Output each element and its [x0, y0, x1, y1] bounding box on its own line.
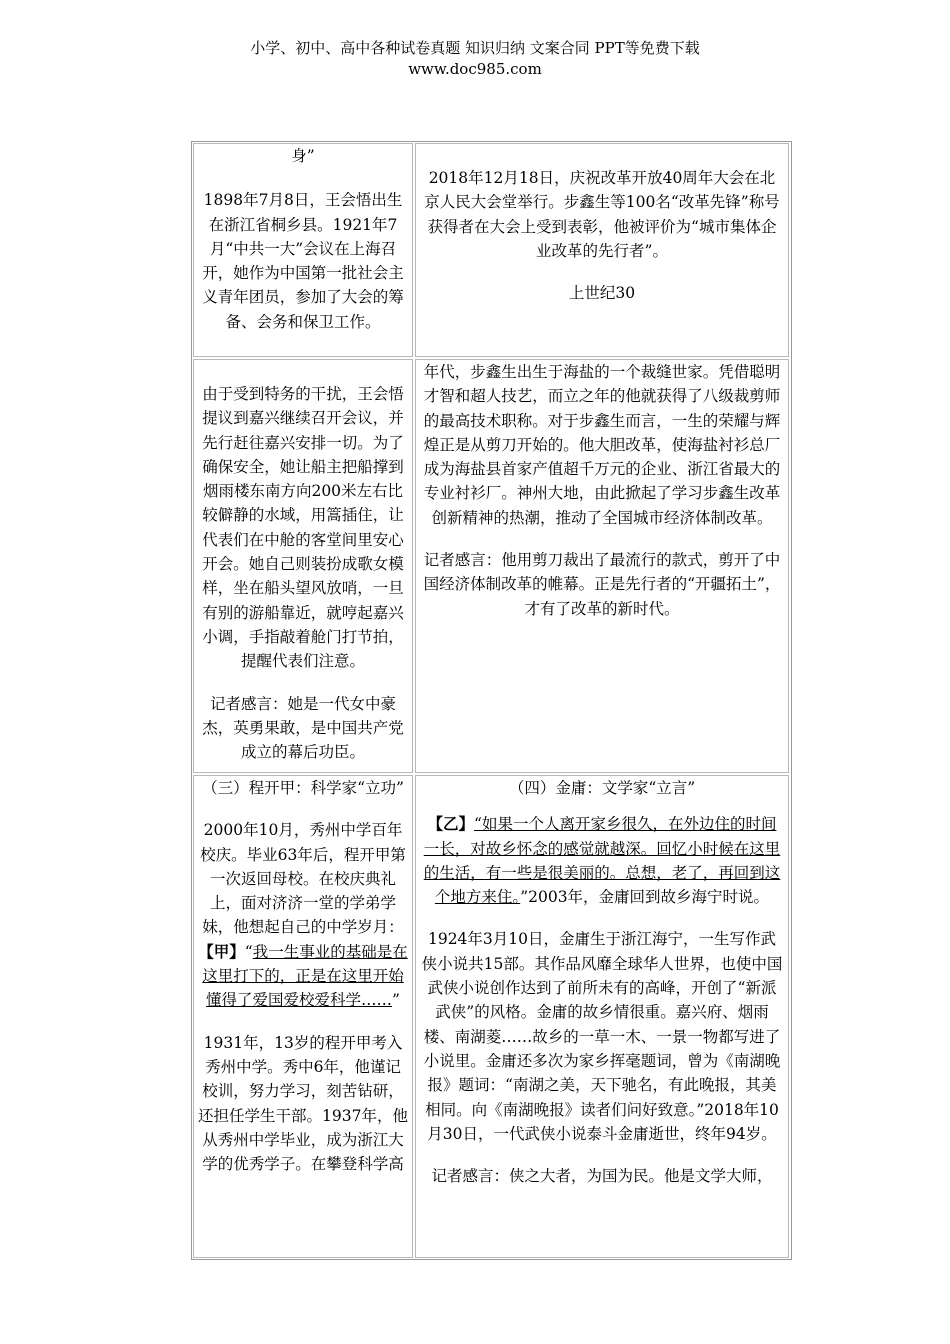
quote-mark: ”	[392, 991, 400, 1010]
cell-text: 年代，步鑫生出生于海盐的一个裁缝世家。凭借聪明才智和超人技艺，而立之年的他就获得了八级裁剪师的最高技术职称。对于步鑫生而言，一生的荣耀与辉煌正是从剪刀开始的。他大胆改革，使海盐衬衫总厂成为海盐县首家产值超千万元的企业、浙江省最大的专业衬衫厂。神州大地，由此掀起了学习步鑫生改革创新精神的热潮，推动了全国城市经济体制改革。	[423, 363, 781, 527]
section-title: （四）金庸：文学家“立言”	[508, 779, 696, 797]
article-table	[191, 141, 792, 1260]
cell-text	[194, 818, 412, 1012]
cell-wang-huiwu-story	[193, 359, 413, 773]
cell-text	[416, 812, 788, 909]
cell-bu-xinsheng-intro	[415, 143, 789, 357]
passage-label-yi: 【乙】	[427, 814, 475, 834]
cell-text: 1931年，13岁的程开甲考入秀州中学。秀中6年，他谨记校训，努力学习，刻苦钻研，还担任学生干部。1937年，他从秀州中学毕业，成为浙江大学的优秀学子。在攀登科学高	[198, 1033, 408, 1174]
quote-jia: 我一生事业的基础是在这里打下的，正是在这里开始懂得了爱国爱校爱科学……	[202, 942, 408, 1010]
quote-yi: “如果一个人离开家乡很久，在外边住的时间一长，对故乡怀念的感觉就越深。回忆小时候在这里的生活，有一些是很美丽的。总想，老了，再回到这个地方来住。	[423, 815, 781, 907]
header-promo-line: 小学、初中、高中各种试卷真题 知识归纳 文案合同 PPT等免费下载	[250, 39, 700, 57]
cell-text: 上世纪30	[568, 284, 636, 303]
cell-text: 身”	[291, 147, 315, 165]
reporter-comment: 记者感言：她是一代女中豪杰，英勇果敢，是中国共产党成立的幕后功臣。	[202, 694, 404, 762]
cell-text: 2018年12月18日，庆祝改革开放40周年大会在北京人民大会堂举行。步鑫生等100名“改革先锋”称号获得者在大会上受到表彰，他被评价为“城市集体企业改革的先行者”。	[424, 169, 780, 260]
cell-text: 由于受到特务的干扰，王会悟提议到嘉兴继续召开会议，并先行赶往嘉兴安排一切。为了确保安全，她让船主把船撑到烟雨楼东南方向200米左右比较僻静的水域，用篙插住，让代表们在中舱的客堂间里安心开会。她自己则装扮成歌女模样，坐在船头望风放哨，一旦有别的游船靠近，就哼起嘉兴小调，手指敲着舱门打节拍，提醒代表们注意。	[202, 385, 404, 671]
cell-wang-huiwu-intro	[193, 143, 413, 357]
cell-text: 1924年3月10日，金庸生于浙江海宁，一生写作武侠小说共15部。其作品风靡全球华人世界，也使中国武侠小说创作达到了前所未有的高峰，开创了“新派武侠”的风格。金庸的故乡情很重。嘉兴府、烟雨楼、南湖菱……故乡的一草一木、一景一物都写进了小说里。金庸还多次为家乡挥毫题词，曾为《南湖晚报》题词：“南湖之美，天下驰名，有此晚报，其美相同。向《南湖晚报》读者们问好致意。”2018年10月30日，一代武侠小说泰斗金庸逝世，终年94岁。	[421, 930, 783, 1143]
cell-bu-xinsheng-story	[415, 359, 789, 773]
passage-label-jia: 【甲】	[198, 941, 245, 961]
cell-jin-yong	[415, 775, 789, 1258]
reporter-comment: 记者感言：他用剪刀裁出了最流行的款式，剪开了中国经济体制改革的帷幕。正是先行者的“开疆拓土”，才有了改革的新时代。	[423, 551, 781, 618]
cell-cheng-kaijia	[193, 775, 413, 1258]
section-title: （三）程开甲：科学家“立功”	[202, 779, 404, 797]
reporter-comment: 记者感言：侠之大者，为国为民。他是文学大师，	[431, 1167, 773, 1186]
quote-mark: “	[244, 942, 253, 961]
page-header	[0, 38, 950, 80]
cell-text: 1898年7月8日，王会悟出生在浙江省桐乡县。1921年7月“中共一大”会议在上海召开，她作为中国第一批社会主义青年团员，参加了大会的筹备、会务和保卫工作。	[202, 191, 404, 331]
cell-text-tail: ”2003年，金庸回到故乡海宁时说。	[520, 888, 770, 907]
header-url: www.doc985.com	[408, 60, 542, 78]
cell-text-intro: 2000年10月，秀州中学百年校庆。毕业63年后，程开甲第一次返回母校。在校庆典礼上，面对济济一堂的学弟学妹，他想起自己的中学岁月：	[200, 821, 406, 937]
